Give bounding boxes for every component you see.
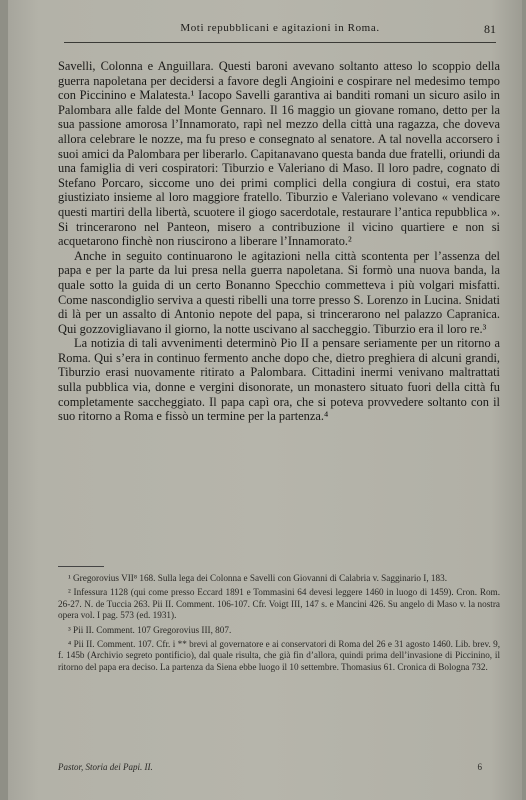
footnote: ⁴ Pii II. Comment. 107. Cfr. i ** brevi al governatore e ai conservatori di Roma del 26 e 31 agosto 1460. Lib. brev. 9, f. 145b (Archivio segreto pontificio), dal quale risulta, che già fin d’allora, quindi prima dell’invasione di Piccinino, il ritorno del papa era deciso. La partenza da Siena ebbe luogo il 10 settembre. Thomasius 61. Cronica di Bologna 732.: [58, 639, 500, 672]
page-number: 81: [484, 22, 496, 36]
footnote: ² Infessura 1128 (qui come presso Eccard 1891 e Tommasini 64 devesi leggere 1460 in luogo di 1459). Cron. Rom. 26-27. N. de Tuccia 263. Pii II. Comment. 106-107. Cfr. Voigt III, 147 s. e Mancini 426. Su angelo di Maso v. la nostra opera vol. I pag. 573 (ed. 1931).: [58, 587, 500, 621]
paragraph: Savelli, Colonna e Anguillara. Questi baroni avevano soltanto atteso lo scoppio della guerra napoletana per decidersi a favore degli Angioini e cospirare nel medesimo tempo con Piccinino e Malatesta.¹ Iacopo Savelli garantiva ai banditi romani un sicuro asilo in Palombara alle falde del Monte Gennaro. Il 16 maggio un giovane romano, detto per la sua passione amorosa l’Innamorato, rapì nel mezzo della città una ragazza, che doveva allora celebrare le nozze, ma fu preso e consegnato al senatore. A tal novella accorsero i suoi amici da Palombara per liberarlo. Capitanavano questa banda due fratelli, oriundi da una famiglia di veri cospiratori: Tiburzio e Valeriano di Maso. Il loro padre, cognato di Stefano Porcaro, siccome uno dei primi complici della congiura di costui, era stato giustiziato insieme al loro maggiore fratello. Tiburzio e Valeriano volevano « vendicare questi martiri della libertà, scuotere il giogo sacerdotale, restaurare l’antica repubblica ». Si trincerarono nel Panteon, misero a contribuzione il vicino quartiere e non si acquetarono finchè non riuscirono a liberare l’Innamorato.²: [58, 59, 500, 249]
footnote-divider: [58, 566, 104, 567]
footnotes: [58, 573, 500, 676]
paragraph: La notizia di tali avvenimenti determinò Pio II a pensare seriamente per un ritorno a Roma. Qui s’era in continuo fermento anche dopo che, dietro preghiera di alcuni grandi, Tiburzio erasi nuovamente ritirato a Palombara. Cittadini inermi venivano maltrattati sulla pubblica via, donne e vergini disonorate, un monastero situato fuori della città fu completamente saccheggiato. Il papa capì ora, che si poteva provvedere soltanto con il suo ritorno a Roma e fissò un termine per la partenza.⁴: [58, 336, 500, 424]
footnote: ¹ Gregorovius VII⁸ 168. Sulla lega dei Colonna e Savelli con Giovanni di Calabria v. Sagginario I, 183.: [68, 573, 447, 583]
paragraph: Anche in seguito continuarono le agitazioni nella città scontenta per l’assenza del papa e per la parte da lui presa nella guerra napoletana. Si formò una nuova banda, la quale sotto la guida di un certo Bonanno Specchio commetteva i più volgari misfatti. Come nascondiglio serviva a questi ribelli una torre presso S. Lorenzo in Lucina. Snidati di là per un assalto di Antonio nepote del papa, si trincerarono nel palazzo Capranica. Qui gozzovigliavano il giorno, la notte uscivano al saccheggio. Tiburzio era il loro re.³: [58, 248, 500, 336]
book-page: [8, 0, 522, 800]
signature-mark: 6: [477, 762, 482, 772]
footnote: ³ Pii II. Comment. 107 Gregorovius III, 807.: [68, 624, 232, 635]
main-text: [58, 59, 500, 424]
running-head: Moti repubblicani e agitazioni in Roma.: [180, 22, 380, 34]
page-header: [64, 22, 496, 43]
footer-source: Pastor, Storia dei Papi. II.: [58, 762, 153, 772]
